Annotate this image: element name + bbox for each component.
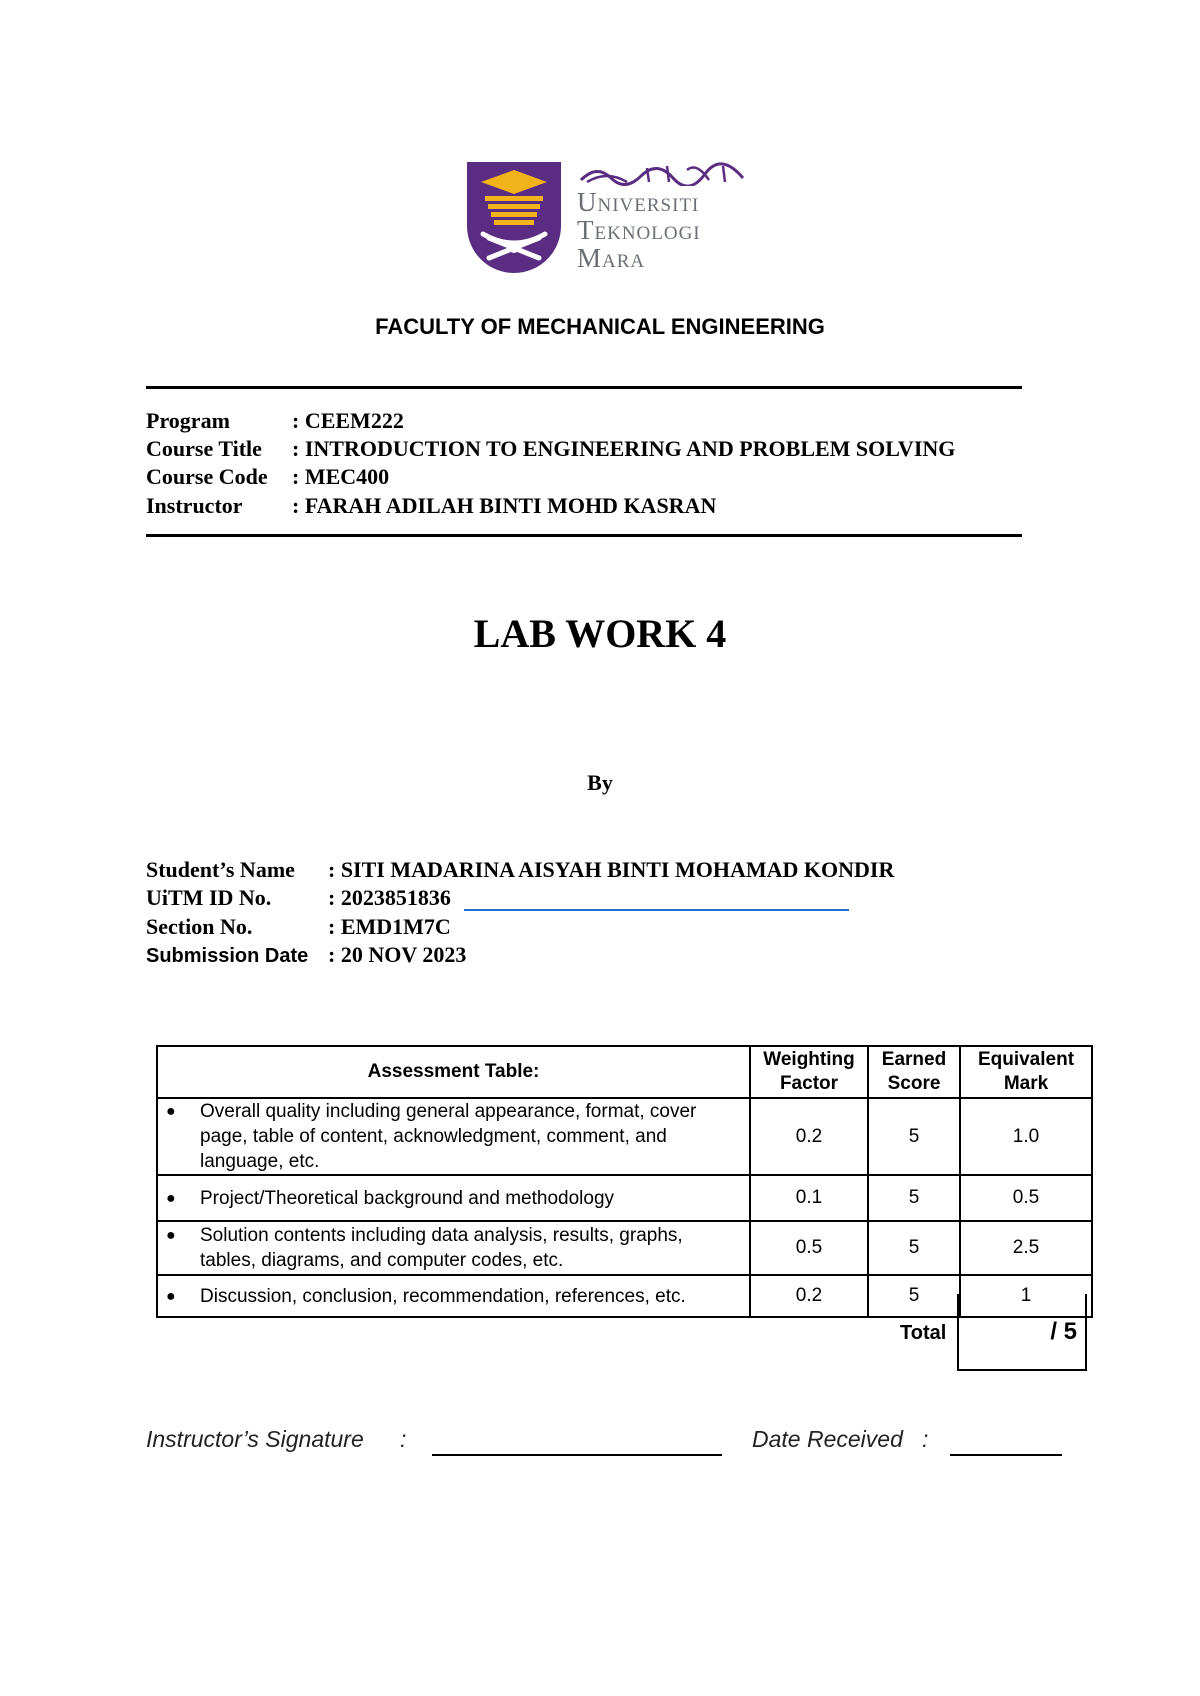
weight-cell: 0.2 [750, 1275, 868, 1317]
program-label: Program [146, 408, 230, 433]
header-earned-score: Earned Score [868, 1046, 960, 1098]
score-cell: 5 [868, 1098, 960, 1175]
total-value: / 5 [1050, 1318, 1077, 1345]
logo-line-2: Teknologi [577, 215, 701, 245]
course-title-label: Course Title [146, 436, 262, 461]
total-label: Total [900, 1322, 947, 1344]
header-assessment: Assessment Table: [157, 1046, 750, 1098]
bullet-icon: ● [166, 1227, 176, 1244]
by-label: By [587, 770, 613, 795]
assessment-table [156, 1045, 1093, 1318]
jawi-script-icon [577, 160, 747, 186]
criteria-text: Overall quality including general appearance, format, cover page, table of content, acknowledgment, comment, and language, etc. [200, 1101, 697, 1172]
bullet-icon: ● [166, 1287, 176, 1305]
submission-date-label: Submission Date [146, 945, 309, 967]
id-underline [464, 909, 849, 911]
signature-colon: : [400, 1426, 407, 1452]
faculty-title: FACULTY OF MECHANICAL ENGINEERING [375, 314, 825, 339]
score-cell: 5 [868, 1275, 960, 1317]
header-weighting-factor: Weighting Factor [750, 1046, 868, 1098]
lab-title: LAB WORK 4 [473, 611, 727, 656]
date-colon: : [922, 1426, 929, 1452]
table-row [157, 1275, 1092, 1317]
instructor-label: Instructor [146, 493, 243, 518]
uitm-logo [465, 160, 750, 278]
score-cell: 5 [868, 1221, 960, 1275]
signature-line [432, 1454, 722, 1456]
mark-cell: 2.5 [960, 1221, 1092, 1275]
criteria-text: Discussion, conclusion, recommendation, references, etc. [200, 1285, 686, 1307]
section-label: Section No. [146, 914, 253, 939]
weight-cell: 0.5 [750, 1221, 868, 1275]
uitm-id-label: UiTM ID No. [146, 885, 272, 910]
logo-line-1: Universiti [577, 187, 700, 217]
instructor-value: : FARAH ADILAH BINTI MOHD KASRAN [292, 493, 717, 518]
score-cell: 5 [868, 1175, 960, 1221]
mark-cell: 1.0 [960, 1098, 1092, 1175]
student-name-value: : SITI MADARINA AISYAH BINTI MOHAMAD KONDIR [328, 857, 895, 882]
course-title-value: : INTRODUCTION TO ENGINEERING AND PROBLEM SOLVING [292, 436, 956, 461]
logo-line-3: Mara [577, 243, 646, 273]
submission-date-value: : 20 NOV 2023 [328, 942, 467, 967]
criteria-text: Solution contents including data analysis, results, graphs, tables, diagrams, and computer codes, etc. [200, 1225, 683, 1271]
mark-cell: 0.5 [960, 1175, 1092, 1221]
table-row [157, 1175, 1092, 1221]
course-code-value: : MEC400 [292, 464, 390, 489]
criteria-text: Project/Theoretical background and methodology [200, 1187, 615, 1209]
uitm-id-value: : 2023851836 [328, 885, 451, 910]
weight-cell: 0.2 [750, 1098, 868, 1175]
mark-cell: 1 [960, 1275, 1092, 1317]
signature-label: Instructor’s Signature [146, 1426, 364, 1452]
table-header-row [157, 1046, 1092, 1098]
divider-bottom [146, 534, 1022, 537]
date-received-label: Date Received [752, 1426, 903, 1452]
program-value: : CEEM222 [292, 408, 404, 433]
university-name [577, 188, 701, 272]
uitm-crest-icon [465, 160, 565, 278]
course-code-label: Course Code [146, 464, 268, 489]
student-name-label: Student’s Name [146, 857, 295, 882]
divider-top [146, 386, 1022, 389]
weight-cell: 0.1 [750, 1175, 868, 1221]
section-value: : EMD1M7C [328, 914, 451, 939]
header-equivalent-mark: Equivalent Mark [960, 1046, 1092, 1098]
table-row [157, 1221, 1092, 1275]
bullet-icon: ● [166, 1189, 176, 1207]
table-row [157, 1098, 1092, 1175]
bullet-icon: ● [166, 1103, 176, 1120]
date-line [950, 1454, 1062, 1456]
